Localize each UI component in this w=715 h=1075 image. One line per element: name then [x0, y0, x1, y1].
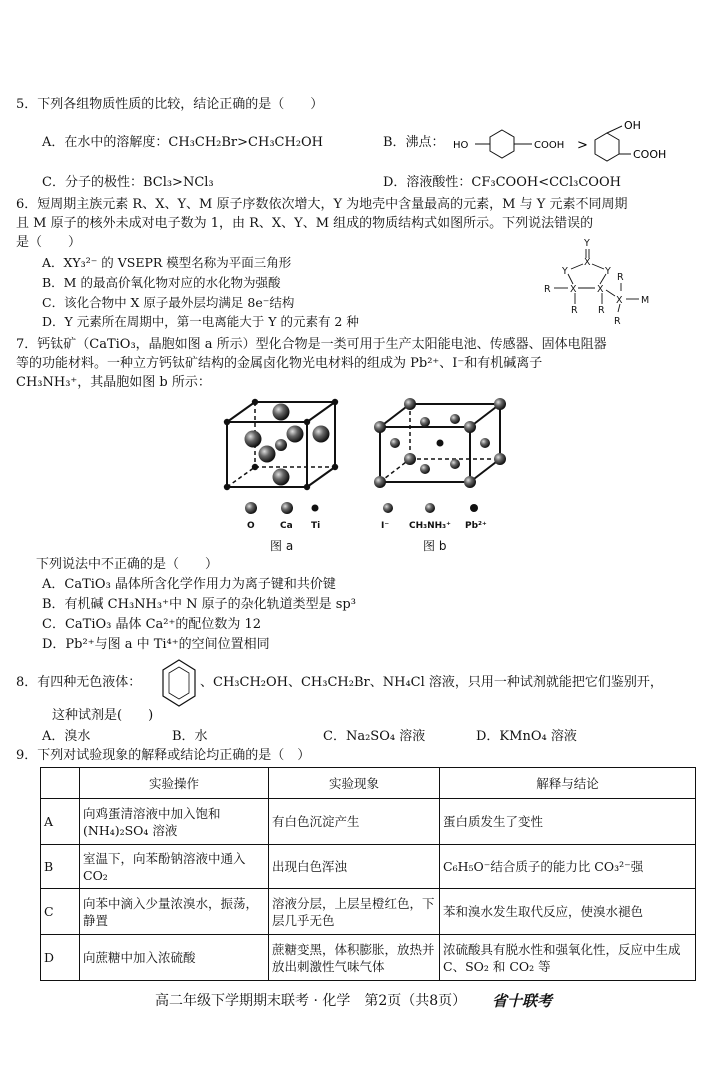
benzene-ring-icon	[160, 656, 198, 712]
q6-atom-r2: R	[571, 305, 578, 316]
q6-atom-y-left: Y	[562, 266, 568, 277]
q5-stem: 5．下列各组物质性质的比较，结论正确的是（ ）	[16, 97, 324, 112]
q6-option-b: B．M 的最高价氧化物对应的水化物为强酸	[42, 275, 281, 290]
q6-atom-r1: R	[544, 284, 551, 295]
legend-b-pb: Pb²⁺	[465, 521, 487, 531]
q6-option-d: D．Y 元素所在周期中，第一电离能大于 Y 的元素有 2 种	[42, 314, 359, 329]
q8-option-c: C．Na₂SO₄ 溶液	[323, 729, 426, 744]
table-header-phenomenon: 实验现象	[269, 768, 440, 799]
cell-phenomenon: 蔗糖变黑，体积膨胀，放热并放出刺激性气味气体	[269, 935, 440, 981]
q5-option-c: C．分子的极性：BCl₃>NCl₃	[42, 175, 214, 190]
q6-atom-r5: R	[614, 316, 621, 327]
q7-sub-stem: 下列说法中不正确的是（ ）	[36, 557, 219, 572]
row-label: D	[41, 935, 80, 981]
row-label: C	[41, 889, 80, 935]
q5-option-b-structures	[450, 112, 700, 172]
q8-option-a: A．溴水	[42, 729, 91, 744]
q6-stem-line1: 6．短周期主族元素 R、X、Y、M 原子序数依次增大，Y 为地壳中含量最高的元素，M 与 Y 元素不同周期	[16, 197, 628, 212]
q6-atom-y-top: Y	[584, 238, 590, 249]
q9-experiment-table	[40, 767, 696, 981]
figure-legends	[245, 502, 478, 514]
q5-option-a: A．在水中的溶解度：CH₃CH₂Br>CH₃CH₂OH	[42, 135, 324, 150]
cell-conclusion: 苯和溴水发生取代反应，使溴水褪色	[440, 889, 696, 935]
cell-operation: 室温下，向苯酚钠溶液中通入 CO₂	[80, 845, 269, 889]
cell-conclusion: 蛋白质发生了变性	[440, 799, 696, 845]
q5-option-b-prefix: B．沸点：	[383, 135, 445, 150]
table-header-row	[41, 768, 696, 799]
q8-option-d: D．KMnO₄ 溶液	[476, 729, 577, 744]
q7-option-d: D．Pb²⁺与图 a 中 Ti⁴⁺的空间位置相同	[42, 637, 270, 652]
q7-option-a: A．CaTiO₃ 晶体所含化学作用力为离子键和共价键	[42, 577, 336, 592]
table-row	[41, 845, 696, 889]
brand-logo-text: 省十联考	[492, 992, 553, 1010]
q7-option-c: C．CaTiO₃ 晶体 Ca²⁺的配位数为 12	[42, 617, 262, 632]
legend-a-ca: Ca	[280, 521, 293, 531]
q6-atom-r3: R	[598, 305, 605, 316]
q6-option-a: A．XY₃²⁻ 的 VSEPR 模型名称为平面三角形	[42, 255, 292, 270]
table-row	[41, 799, 696, 845]
cell-phenomenon: 出现白色浑浊	[269, 845, 440, 889]
q5-option-d: D．溶液酸性：CF₃COOH<CCl₃COOH	[383, 175, 621, 190]
q7-option-b: B．有机碱 CH₃NH₃⁺中 N 原子的杂化轨道类型是 sp³	[42, 597, 356, 612]
table-row	[41, 935, 696, 981]
q6-atom-r4: R	[617, 272, 624, 283]
legend-a-ti: Ti	[311, 521, 321, 531]
q8-stem-prefix: 8．有四种无色液体：	[16, 675, 142, 690]
cell-operation: 向苯中滴入少量浓溴水，振荡，静置	[80, 889, 269, 935]
q5-b-cooh-label: COOH	[534, 140, 565, 151]
q5-b-ho-label: HO	[453, 140, 469, 151]
q7-crystal-figures	[215, 392, 515, 557]
figure-b-cell	[374, 398, 506, 488]
q8-option-b: B．水	[172, 729, 208, 744]
table-row	[41, 889, 696, 935]
cell-phenomenon: 有白色沉淀产生	[269, 799, 440, 845]
q7-stem-line2: 等的功能材料。一种立方钙钛矿结构的金属卤化物光电材料的组成为 Pb²⁺、I⁻和有机碱离子	[16, 356, 543, 371]
cell-operation: 向鸡蛋清溶液中加入饱和 (NH₄)₂SO₄ 溶液	[80, 799, 269, 845]
q6-atom-x-mid: X	[597, 284, 604, 295]
caption-figure-b: 图 b	[423, 539, 447, 553]
q6-option-c: C．该化合物中 X 原子最外层均满足 8e⁻结构	[42, 295, 295, 310]
q8-stem-rest: 、CH₃CH₂OH、CH₃CH₂Br、NH₄Cl 溶液，只用一种试剂就能把它们鉴别开，	[200, 675, 663, 690]
cell-conclusion: 浓硫酸具有脱水性和强氧化性，反应中生成 C、SO₂ 和 CO₂ 等	[440, 935, 696, 981]
q6-atom-x-right: X	[616, 295, 623, 306]
row-label: A	[41, 799, 80, 845]
legend-b-ch3nh3: CH₃NH₃⁺	[409, 521, 451, 531]
legend-a-o: O	[247, 521, 255, 531]
cell-phenomenon: 溶液分层，上层呈橙红色，下层几乎无色	[269, 889, 440, 935]
cell-conclusion: C₆H₅O⁻结合质子的能力比 CO₃²⁻强	[440, 845, 696, 889]
q8-stem-line2: 这种试剂是( )	[52, 708, 154, 723]
q6-atom-x-top: X	[584, 257, 591, 268]
table-header-operation: 实验操作	[80, 768, 269, 799]
q6-stem-line3: 是（ ）	[16, 235, 82, 250]
q5-b-oh-label: OH	[624, 119, 641, 132]
legend-b-i: I⁻	[381, 521, 390, 531]
cell-operation: 向蔗糖中加入浓硫酸	[80, 935, 269, 981]
q6-atom-y-right: Y	[605, 266, 611, 277]
q9-stem: 9．下列对试验现象的解释或结论均正确的是（ ）	[16, 748, 311, 763]
q5-b-gt: >	[577, 138, 588, 153]
figure-a-cell	[224, 399, 338, 490]
table-header-conclusion: 解释与结论	[440, 768, 696, 799]
q6-structure-diagram	[535, 232, 675, 332]
q6-stem-line2: 且 M 原子的核外未成对电子数为 1，由 R、X、Y、M 组成的物质结构式如图所示。下列说法错误的	[16, 216, 594, 231]
caption-figure-a: 图 a	[270, 539, 294, 553]
table-header-blank	[41, 768, 80, 799]
q6-atom-m: M	[641, 295, 650, 306]
row-label: B	[41, 845, 80, 889]
q6-atom-x-left: X	[570, 284, 577, 295]
q7-stem-line3: CH₃NH₃⁺，其晶胞如图 b 所示：	[16, 375, 211, 390]
q7-stem-line1: 7．钙钛矿（CaTiO₃，晶胞如图 a 所示）型化合物是一类可用于生产太阳能电池、传感器、固体电阻器	[16, 337, 607, 352]
page-footer: 高二年级下学期期末联考 · 化学 第2页（共8页）	[155, 993, 467, 1009]
q5-b-cooh2-label: COOH	[633, 148, 667, 161]
